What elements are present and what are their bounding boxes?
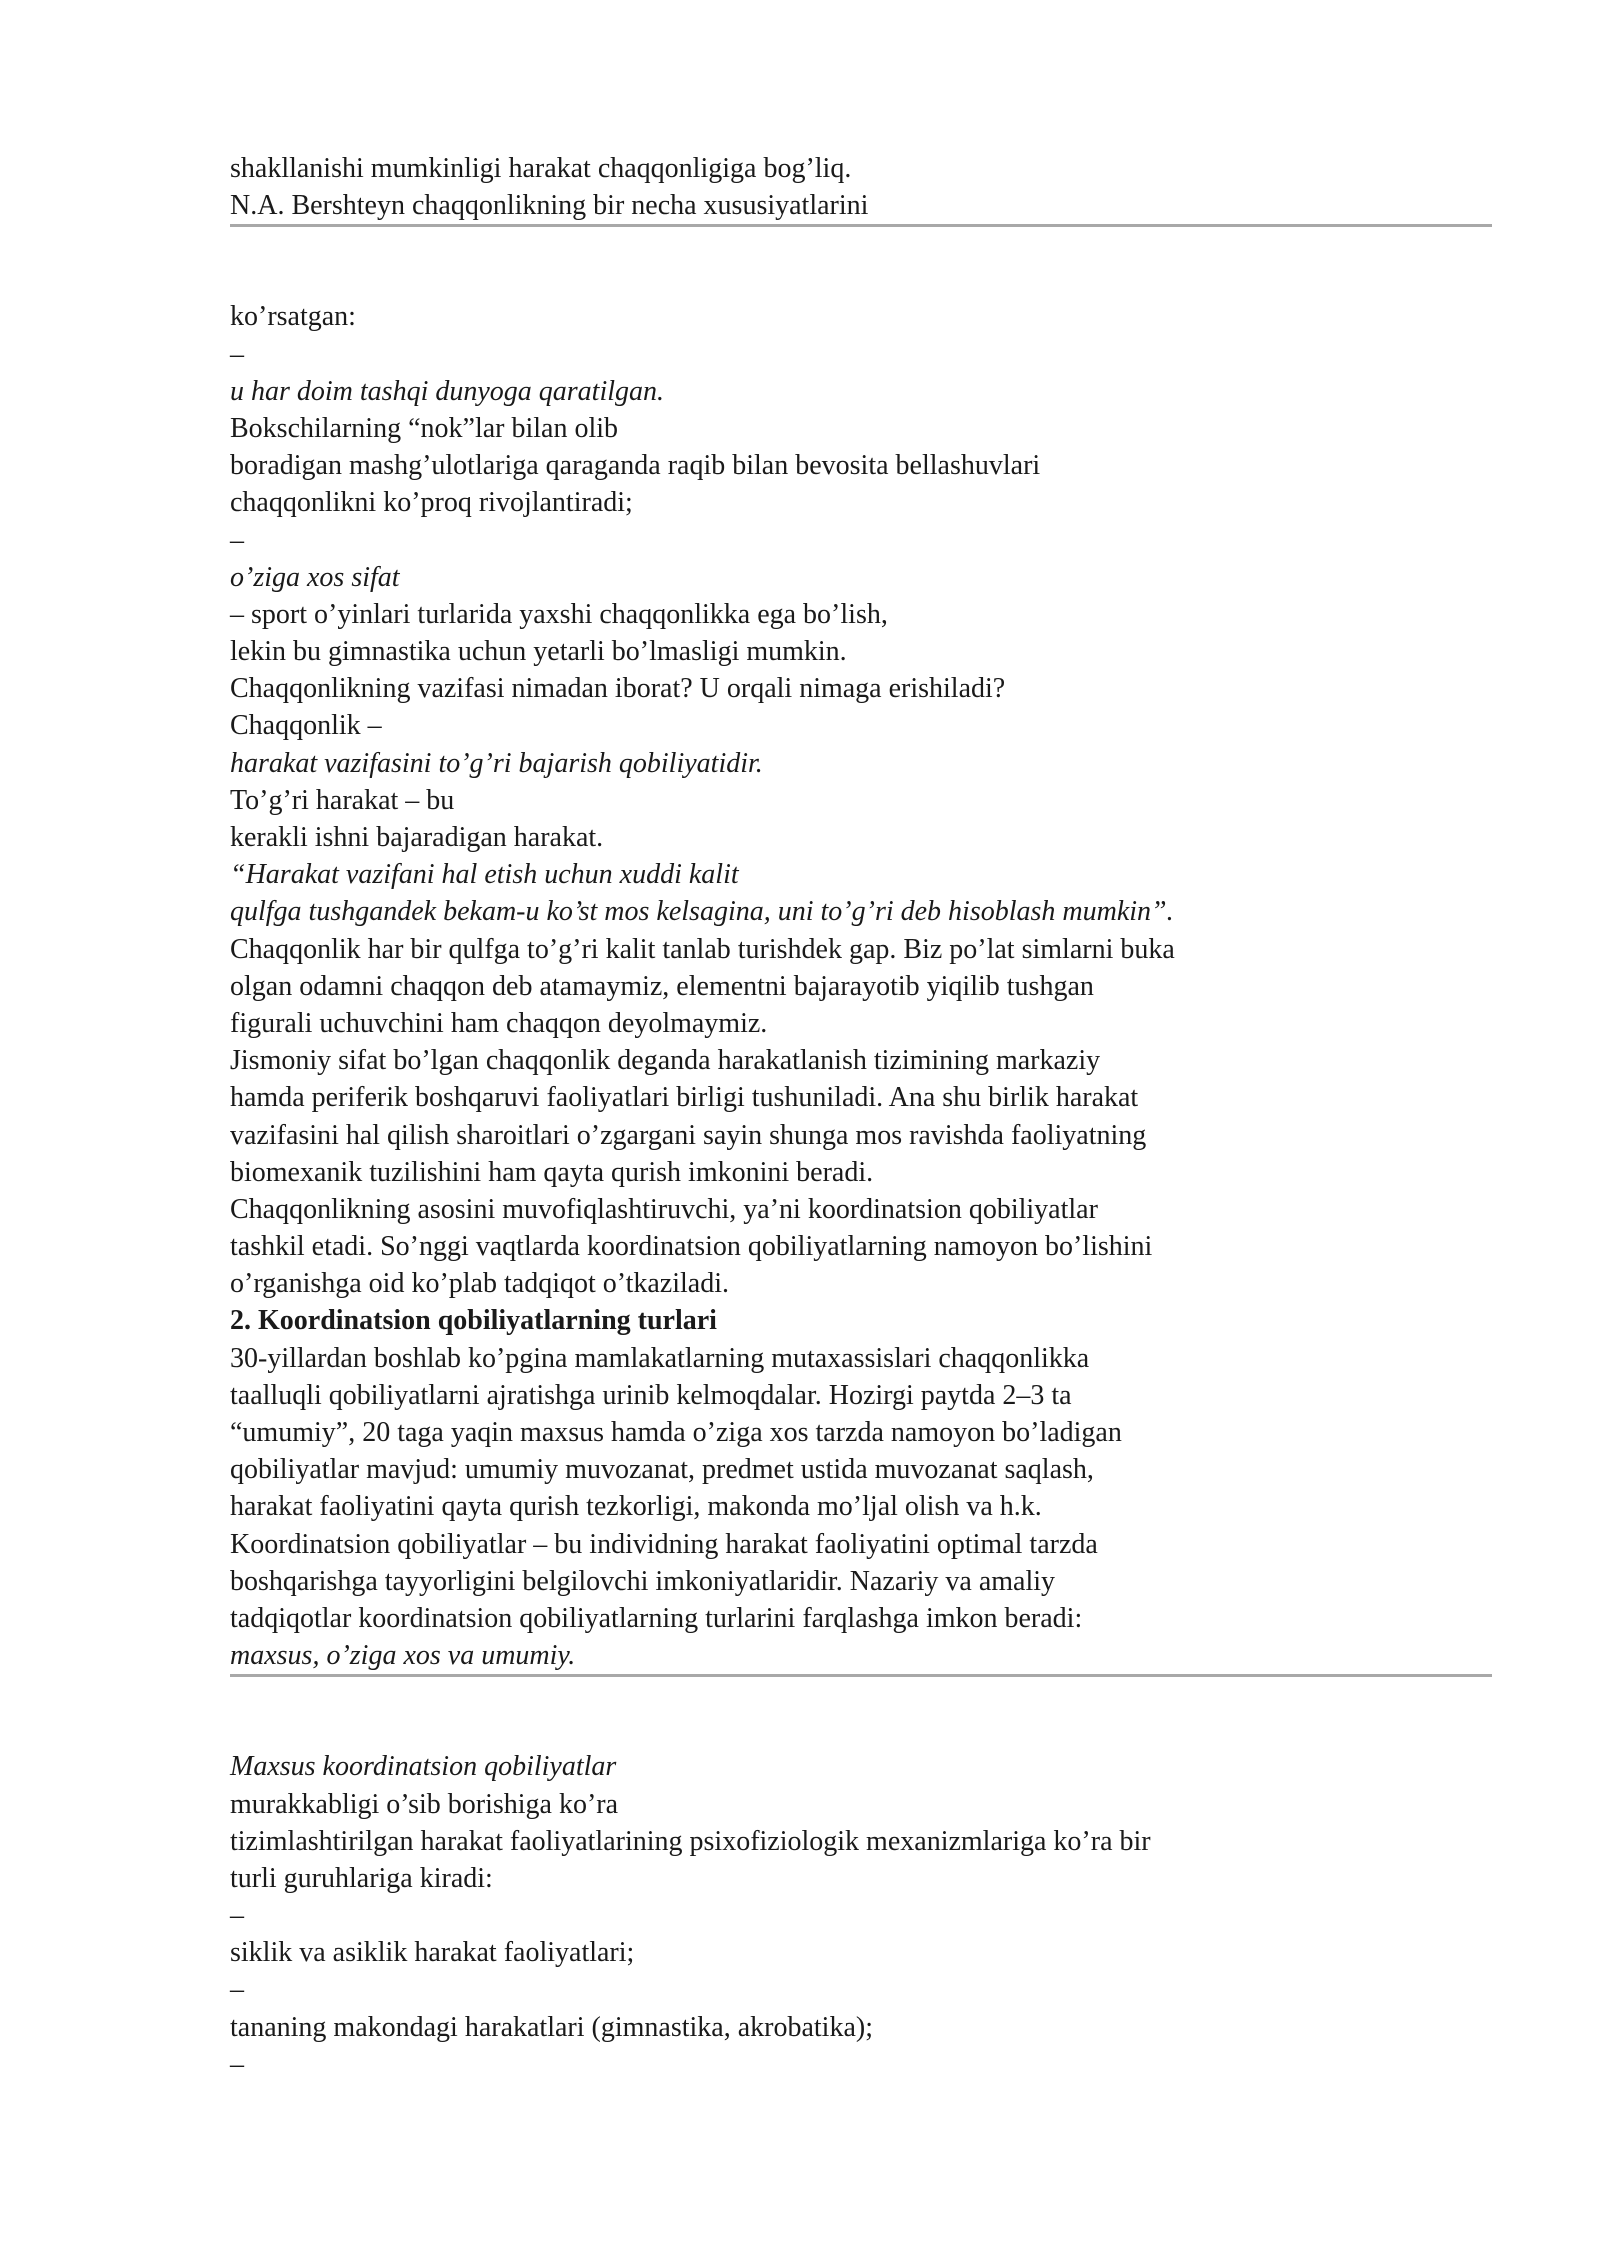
text-line: – sport o’yinlari turlarida yaxshi chaqqonlikka ega bo’lish,: [230, 598, 888, 630]
text-line: maxsus, o’ziga xos va umumiy.: [230, 1640, 576, 1672]
text-line: vazifasini hal qilish sharoitlari o’zgargani sayin shunga mos ravishda faoliyatning: [230, 1119, 1147, 1151]
section-divider: [230, 1674, 1492, 1677]
text-line: –: [230, 1900, 244, 1932]
text-line: siklik va asiklik harakat faoliyatlari;: [230, 1937, 635, 1969]
text-line: tashkil etadi. So’nggi vaqtlarda koordinatsion qobiliyatlarning namoyon bo’lishini: [230, 1231, 1153, 1263]
text-line: murakkabligi o’sib borishiga ko’ra: [230, 1788, 619, 1820]
text-line: o’ziga xos sifat: [230, 561, 400, 593]
text-line: “umumiy”, 20 taga yaqin maxsus hamda o’ziga xos tarzda namoyon bo’ladigan: [230, 1417, 1122, 1448]
text-line: “Harakat vazifani hal etish uchun xuddi kalit: [230, 859, 739, 891]
text-line: harakat vazifasini to’g’ri bajarish qobiliyatidir.: [230, 747, 763, 779]
paragraph-block-2: [230, 298, 1490, 1674]
text-line: Chaqqonlikning asosini muvofiqlashtiruvchi, ya’ni koordinatsion qobiliyatlar: [230, 1193, 1098, 1225]
text-line: ko’rsatgan:: [230, 301, 356, 333]
text-line: biomexanik tuzilishini ham qayta qurish imkonini beradi.: [230, 1156, 874, 1188]
paragraph-block-1: [230, 150, 1490, 224]
text-line: Koordinatsion qobiliyatlar – bu individning harakat faoliyatini optimal tarzda: [230, 1528, 1098, 1560]
text-line: Bokschilarning “nok”lar bilan olib: [230, 412, 619, 444]
text-line: Maxsus koordinatsion qobiliyatlar: [230, 1751, 617, 1783]
text-line: –: [230, 2048, 244, 2080]
text-line: lekin bu gimnastika uchun yetarli bo’lmasligi mumkin.: [230, 636, 847, 668]
text-line: taalluqli qobiliyatlarni ajratishga urinib kelmoqdalar. Hozirgi paytda 2–3 ta: [230, 1379, 1072, 1411]
text-line: tananing makondagi harakatlari (gimnastika, akrobatika);: [230, 2011, 873, 2043]
text-line: Chaqqonlik har bir qulfga to’g’ri kalit tanlab turishdek gap. Biz po’lat simlarni buka: [230, 933, 1175, 965]
text-line: –: [230, 1974, 244, 2006]
text-line: tadqiqotlar koordinatsion qobiliyatlarning turlarini farqlashga imkon beradi:: [230, 1602, 1083, 1634]
text-line: qobiliyatlar mavjud: umumiy muvozanat, predmet ustida muvozanat saqlash,: [230, 1454, 1094, 1486]
section-heading: 2. Koordinatsion qobiliyatlarning turlari: [230, 1305, 717, 1337]
text-line: Chaqqonlik –: [230, 710, 382, 742]
text-line: boshqarishga tayyorligini belgilovchi imkoniyatlaridir. Nazariy va amaliy: [230, 1565, 1056, 1597]
text-line: figurali uchuvchini ham chaqqon deyolmaymiz.: [230, 1007, 768, 1039]
text-line: –: [230, 524, 244, 556]
text-line: Chaqqonlikning vazifasi nimadan iborat? U orqali nimaga erishiladi?: [230, 673, 1006, 705]
text-line: –: [230, 338, 244, 370]
paragraph-block-3: [230, 1748, 1490, 2083]
text-line: 30-yillardan boshlab ko’pgina mamlakatlarning mutaxassislari chaqqonlikka: [230, 1342, 1090, 1374]
document-page: [230, 150, 1490, 2083]
text-line: kerakli ishni bajaradigan harakat.: [230, 822, 604, 853]
section-divider: [230, 224, 1492, 227]
text-line: o’rganishga oid ko’plab tadqiqot o’tkaziladi.: [230, 1268, 729, 1300]
text-line: hamda periferik boshqaruvi faoliyatlari birligi tushuniladi. Ana shu birlik harakat: [230, 1082, 1139, 1114]
text-line: qulfga tushgandek bekam-u ko’st mos kelsagina, uni to’g’ri deb hisoblash mumkin”.: [230, 896, 1174, 928]
text-line: harakat faoliyatini qayta qurish tezkorligi, makonda mo’ljal olish va h.k.: [230, 1491, 1042, 1523]
text-line: olgan odamni chaqqon deb atamaymiz, elementni bajarayotib yiqilib tushgan: [230, 970, 1094, 1002]
text-line: To’g’ri harakat – bu: [230, 784, 455, 816]
text-line: Jismoniy sifat bo’lgan chaqqonlik deganda harakatlanish tizimining markaziy: [230, 1045, 1101, 1077]
text-line: shakllanishi mumkinligi harakat chaqqonligiga bog’liq.: [230, 153, 852, 184]
text-line: tizimlashtirilgan harakat faoliyatlarining psixofiziologik mexanizmlariga ko’ra bir: [230, 1825, 1151, 1857]
text-line: turli guruhlariga kiradi:: [230, 1862, 493, 1894]
text-line: chaqqonlikni ko’proq rivojlantiradi;: [230, 487, 633, 519]
text-line: u har doim tashqi dunyoga qaratilgan.: [230, 375, 665, 407]
text-line: boradigan mashg’ulotlariga qaraganda raqib bilan bevosita bellashuvlari: [230, 450, 1041, 482]
text-line: N.A. Bershteyn chaqqonlikning bir necha xususiyatlarini: [230, 190, 869, 222]
